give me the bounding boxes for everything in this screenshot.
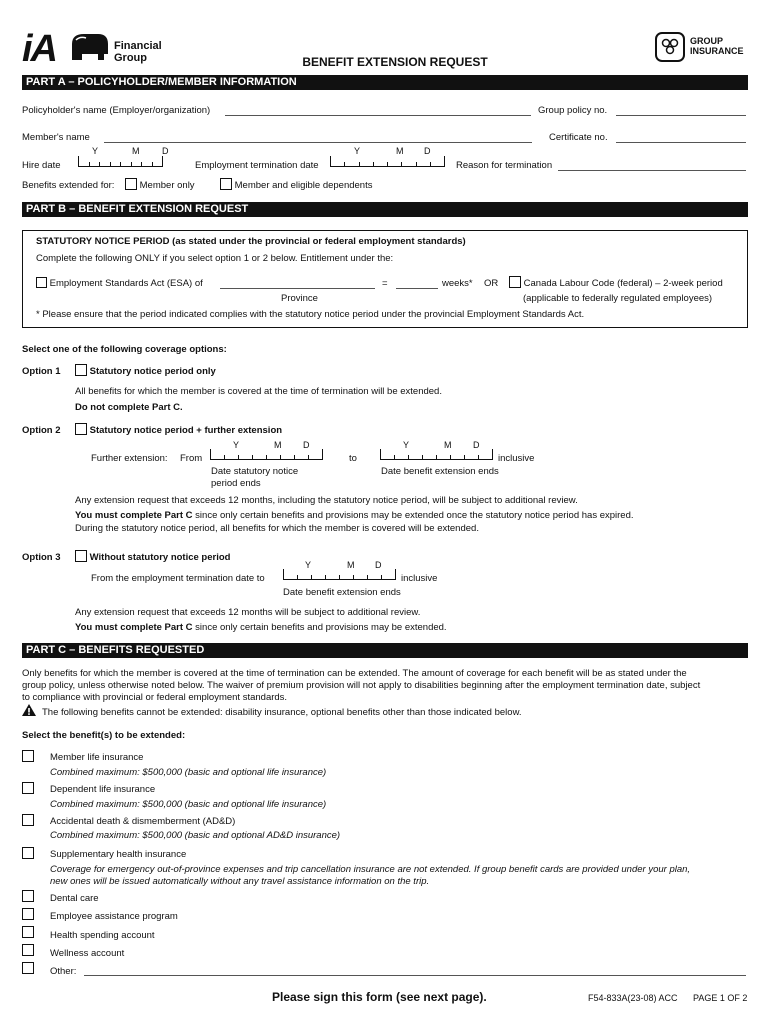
benefit-name: Wellness account — [50, 948, 125, 959]
ymd-label: Y — [233, 440, 240, 450]
warning-icon — [22, 704, 36, 716]
benefit-checkbox[interactable] — [22, 847, 34, 859]
date-benefit-caption: Date benefit extension ends — [381, 466, 499, 477]
benefit-name: Health spending account — [50, 930, 155, 941]
ymd-label: Y — [92, 146, 99, 156]
benefit-name: Dental care — [50, 893, 99, 904]
member-name-field[interactable] — [104, 142, 532, 143]
federally-label: (applicable to federally regulated employees) — [523, 293, 713, 304]
certificate-label: Certificate no. — [549, 132, 608, 143]
option3-text1: Any extension request that exceeds 12 months will be subject to additional review. — [75, 607, 421, 618]
from-label: From — [180, 453, 203, 464]
from-termination-label: From the employment termination date to — [91, 573, 265, 584]
esa-label: Employment Standards Act (ESA) of — [49, 278, 203, 289]
weeks-field[interactable] — [396, 288, 438, 289]
part-a-heading: PART A – POLICYHOLDER/MEMBER INFORMATION — [22, 75, 748, 90]
extension-end-date-field[interactable] — [380, 449, 493, 460]
benefit-item[interactable] — [22, 750, 34, 763]
member-dependents-option[interactable] — [220, 178, 372, 191]
warning-text: The following benefits cannot be extended: disability insurance, optional benefits other than those indicated below. — [42, 707, 522, 718]
benefit-item[interactable] — [22, 908, 34, 921]
benefit-name: Member life insurance — [50, 752, 144, 763]
or-label: OR — [484, 278, 499, 289]
date-benefit-caption: Date benefit extension ends — [283, 587, 401, 598]
option2-choice[interactable] — [75, 423, 282, 436]
part-c-heading: PART C – BENEFITS REQUESTED — [22, 643, 748, 658]
benefit-item[interactable] — [22, 782, 34, 795]
option3-title: Without statutory notice period — [89, 552, 231, 563]
benefit-item[interactable] — [22, 926, 34, 939]
option2-checkbox[interactable] — [75, 423, 87, 435]
ymd-label: D — [473, 440, 480, 450]
termination-date-field[interactable] — [330, 156, 445, 167]
option3-label: Option 3 — [22, 552, 61, 563]
select-benefits-label: Select the benefit(s) to be extended: — [22, 730, 186, 741]
option3-choice[interactable] — [75, 550, 230, 563]
sign-reminder: Please sign this form (see next page). — [272, 990, 487, 1004]
benefit-note: Coverage for emergency out-of-province expenses and trip cancellation insurance are not extended. If group benefit cards are provided under your plan, — [50, 864, 691, 875]
benefit-item[interactable] — [22, 944, 34, 957]
option1-text: All benefits for which the member is covered at the time of termination will be extended. — [75, 386, 442, 397]
benefit-name: Employee assistance program — [50, 911, 178, 922]
ia-logo: iA — [22, 28, 56, 70]
member-only-option[interactable] — [125, 178, 195, 191]
group-policy-field[interactable] — [616, 115, 746, 116]
statutory-title: STATUTORY NOTICE PERIOD (as stated under the provincial or federal employment standards) — [36, 236, 466, 247]
benefit-name: Accidental death & dismemberment (AD&D) — [50, 816, 236, 827]
group-insurance-label: GROUP INSURANCE — [690, 36, 744, 56]
part-c-intro-3: to compliance with provincial or federal employment standards. — [22, 692, 288, 703]
part-b-heading: PART B – BENEFIT EXTENSION REQUEST — [22, 202, 748, 217]
member-only-checkbox[interactable] — [125, 178, 137, 190]
province-label: Province — [281, 293, 318, 304]
reason-field[interactable] — [558, 170, 746, 171]
option3-checkbox[interactable] — [75, 550, 87, 562]
ymd-label: D — [424, 146, 431, 156]
select-one-label: Select one of the following coverage options: — [22, 344, 227, 355]
policyholder-label: Policyholder's name (Employer/organization) — [22, 105, 211, 116]
benefits-extended-label: Benefits extended for: — [22, 180, 115, 191]
ymd-label: M — [444, 440, 452, 450]
further-extension-label: Further extension: — [91, 453, 168, 464]
page-number: PAGE 1 OF 2 — [693, 993, 748, 1003]
complete-only-text: Complete the following ONLY if you select option 1 or 2 below. Entitlement under the: — [36, 253, 394, 264]
benefit-checkbox[interactable] — [22, 782, 34, 794]
option2-text2: You must complete Part C since only certain benefits and provisions may be extended once the statutory notice period has expired. — [75, 510, 634, 521]
benefit-checkbox[interactable] — [22, 944, 34, 956]
benefit-item[interactable] — [22, 814, 34, 827]
option3-text2: You must complete Part C since only certain benefits and provisions may be extended. — [75, 622, 447, 633]
benefit-name: Other: — [50, 966, 77, 977]
certificate-field[interactable] — [616, 142, 746, 143]
member-only-label: Member only — [139, 180, 195, 191]
option1-title: Statutory notice period only — [89, 366, 216, 377]
benefit-name: Supplementary health insurance — [50, 849, 187, 860]
hire-date-field[interactable] — [78, 156, 163, 167]
other-benefit-field[interactable] — [84, 975, 746, 976]
date-statutory-caption-2: period ends — [211, 478, 261, 489]
group-policy-label: Group policy no. — [538, 105, 608, 116]
option2-text3: During the statutory notice period, all benefits for which the member is covered will be extended. — [75, 523, 479, 534]
benefit-checkbox[interactable] — [22, 908, 34, 920]
option1-note: Do not complete Part C. — [75, 402, 183, 413]
option2-label: Option 2 — [22, 425, 61, 436]
ensure-note: * Please ensure that the period indicated complies with the statutory notice period under the provincial Employment Standards Act. — [36, 309, 585, 320]
benefit-note: Combined maximum: $500,000 (basic and optional AD&D insurance) — [50, 830, 341, 841]
esa-checkbox[interactable] — [36, 277, 47, 288]
inclusive-label: inclusive — [401, 573, 438, 584]
benefit-checkbox[interactable] — [22, 814, 34, 826]
canada-labour-checkbox[interactable] — [509, 276, 521, 288]
reason-label: Reason for termination — [456, 160, 553, 171]
member-name-label: Member's name — [22, 132, 90, 143]
termination-date-label: Employment termination date — [195, 160, 319, 171]
benefit-checkbox[interactable] — [22, 962, 34, 974]
ymd-label: Y — [305, 560, 312, 570]
inclusive-label: inclusive — [498, 453, 535, 464]
ymd-label: D — [162, 146, 169, 156]
ymd-label: Y — [354, 146, 361, 156]
esa-option[interactable] — [36, 277, 203, 289]
ymd-label: M — [132, 146, 140, 156]
canada-labour-label: Canada Labour Code (federal) – 2-week period — [523, 278, 723, 289]
member-dependents-checkbox[interactable] — [220, 178, 232, 190]
member-dependents-label: Member and eligible dependents — [234, 180, 373, 191]
benefit-note: new ones will be issued automatically without any travel assistance information on the trip. — [50, 876, 430, 887]
form-code: F54-833A(23-08) ACC — [588, 993, 678, 1003]
option1-label: Option 1 — [22, 366, 61, 377]
benefit-item[interactable] — [22, 962, 34, 975]
option3-end-date-field[interactable] — [283, 569, 396, 580]
financial-group-logo-text: Financial Group — [114, 40, 162, 64]
part-c-intro-1: Only benefits for which the member is covered at the time of termination can be extended. The amount of coverage for each benefit will be as stated under the — [22, 668, 687, 679]
ymd-label: M — [274, 440, 282, 450]
part-c-intro-2: group policy, unless otherwise noted below. The waiver of premium provision will not apply to disabilities beginning after the employment termination date, subject — [22, 680, 701, 691]
hire-date-label: Hire date — [22, 160, 61, 171]
ymd-label: M — [347, 560, 355, 570]
document-title: BENEFIT EXTENSION REQUEST — [302, 55, 488, 69]
benefit-checkbox[interactable] — [22, 890, 34, 902]
benefit-item[interactable] — [22, 847, 34, 860]
ymd-label: Y — [403, 440, 410, 450]
province-field[interactable] — [220, 288, 375, 289]
option2-title: Statutory notice period + further extension — [89, 425, 283, 436]
benefit-checkbox[interactable] — [22, 750, 34, 762]
benefit-note: Combined maximum: $500,000 (basic and optional life insurance) — [50, 767, 327, 778]
option1-choice[interactable] — [75, 364, 216, 377]
weeks-label: weeks* — [442, 278, 473, 289]
benefit-checkbox[interactable] — [22, 926, 34, 938]
benefit-item[interactable] — [22, 890, 34, 903]
policyholder-field[interactable] — [225, 115, 531, 116]
ymd-label: D — [303, 440, 310, 450]
equals-sign: = — [382, 278, 388, 289]
ymd-label: M — [396, 146, 404, 156]
date-statutory-caption: Date statutory notice — [211, 466, 299, 477]
statutory-end-date-field[interactable] — [210, 449, 323, 460]
canada-labour-option[interactable] — [509, 276, 723, 289]
option1-checkbox[interactable] — [75, 364, 87, 376]
ymd-label: D — [375, 560, 382, 570]
benefit-note: Combined maximum: $500,000 (basic and optional life insurance) — [50, 799, 327, 810]
to-label: to — [349, 453, 357, 464]
benefit-name: Dependent life insurance — [50, 784, 156, 795]
option2-text1: Any extension request that exceeds 12 months, including the statutory notice period, will be subject to additional review. — [75, 495, 578, 506]
